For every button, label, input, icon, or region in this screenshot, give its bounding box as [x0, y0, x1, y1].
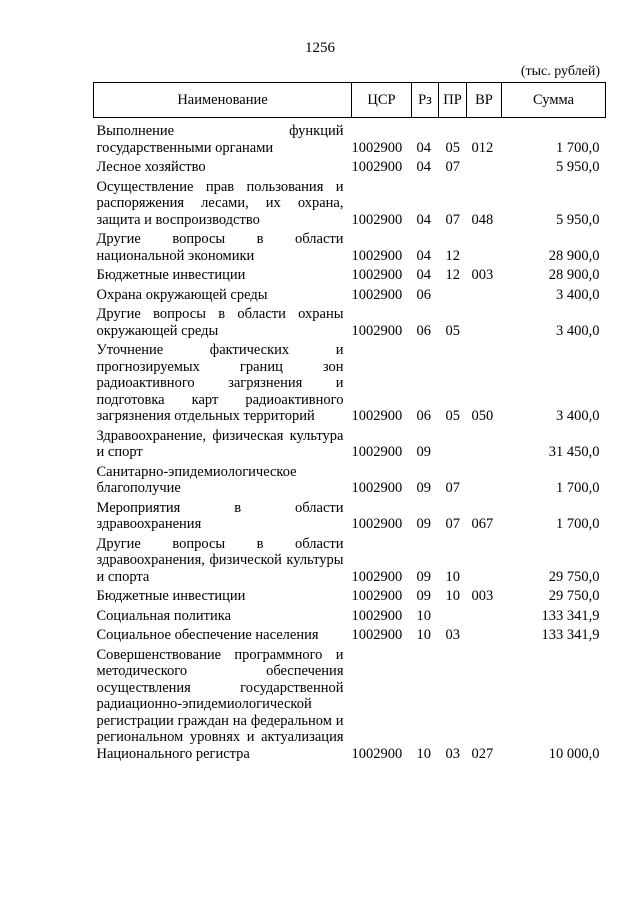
header-csr: ЦСР — [352, 83, 412, 118]
row-pr: 07 — [445, 159, 460, 175]
row-name: Бюджетные инвестиции — [96, 588, 246, 604]
row-vr: 067 — [471, 516, 494, 532]
row-csr: 1002900 — [351, 247, 403, 264]
budget-table — [93, 82, 606, 765]
row-name: Другие вопросы в области здравоохранения, физической культуры и спорта — [96, 535, 344, 585]
row-rz: 04 — [416, 159, 431, 175]
row-rz: 09 — [416, 444, 431, 460]
row-rz: 04 — [416, 267, 431, 283]
row-rz: 09 — [416, 480, 431, 496]
table-row — [94, 536, 606, 589]
table-row — [94, 118, 606, 160]
row-sum: 28 900,0 — [548, 247, 600, 264]
row-vr — [467, 464, 502, 500]
row-sum: 3 400,0 — [556, 408, 600, 424]
row-name: Социальное обеспечение населения — [96, 627, 319, 643]
row-vr — [467, 608, 502, 628]
row-name: Охрана окружающей среды — [96, 286, 268, 303]
row-vr — [467, 428, 502, 464]
header-rz: Рз — [412, 83, 439, 118]
row-sum: 5 950,0 — [556, 159, 600, 175]
table-row — [94, 287, 606, 307]
row-vr: 050 — [471, 408, 494, 424]
row-pr: 05 — [445, 322, 460, 339]
row-pr: 03 — [445, 627, 460, 643]
row-pr: 07 — [445, 480, 460, 496]
units-label: (тыс. рублей) — [520, 64, 600, 79]
row-csr: 1002900 — [351, 322, 403, 339]
row-vr: 003 — [471, 588, 494, 604]
row-vr — [467, 287, 502, 307]
table-header — [94, 83, 606, 118]
row-csr: 1002900 — [351, 588, 403, 604]
row-rz: 04 — [416, 211, 431, 228]
table-row — [94, 464, 606, 500]
table-row — [94, 428, 606, 464]
row-csr: 1002900 — [351, 286, 403, 303]
row-csr: 1002900 — [351, 408, 403, 424]
row-csr: 1002900 — [351, 211, 403, 228]
row-pr: 07 — [445, 211, 460, 228]
row-pr: 03 — [445, 745, 460, 762]
row-vr — [467, 536, 502, 589]
row-name: Уточнение фактических и прогнозируемых границ зон радиоактивного загрязнения и подготовка карт радиоактивного загрязнения отдельных территорий — [96, 342, 344, 424]
row-pr: 10 — [445, 588, 460, 604]
row-sum: 10 000,0 — [548, 745, 600, 762]
row-vr: 012 — [471, 139, 494, 156]
table-row — [94, 647, 606, 766]
row-sum: 1 700,0 — [556, 516, 600, 532]
row-pr — [439, 608, 467, 628]
row-sum: 133 341,9 — [541, 627, 600, 643]
row-vr — [467, 306, 502, 342]
table-row — [94, 608, 606, 628]
row-vr: 048 — [471, 211, 494, 228]
row-rz: 09 — [416, 568, 431, 585]
row-name: Бюджетные инвестиции — [96, 267, 246, 283]
row-rz: 04 — [416, 139, 431, 156]
row-name: Осуществление прав пользования и распоряжения лесами, их охрана, защита и воспроизводство — [96, 178, 344, 228]
row-rz: 06 — [416, 322, 431, 339]
page-number: 1256 — [305, 40, 335, 56]
row-sum: 29 750,0 — [548, 568, 600, 585]
row-pr: 12 — [445, 267, 460, 283]
row-csr: 1002900 — [351, 516, 403, 532]
row-csr: 1002900 — [351, 568, 403, 585]
row-sum: 1 700,0 — [556, 139, 600, 156]
row-sum: 31 450,0 — [548, 444, 600, 460]
row-csr: 1002900 — [351, 607, 403, 624]
table-row — [94, 306, 606, 342]
table-row — [94, 159, 606, 179]
table-row — [94, 500, 606, 536]
row-rz: 06 — [416, 408, 431, 424]
row-sum: 3 400,0 — [556, 322, 600, 339]
row-rz: 10 — [416, 607, 431, 624]
row-csr: 1002900 — [351, 745, 403, 762]
row-sum: 1 700,0 — [556, 480, 600, 496]
row-csr: 1002900 — [351, 480, 403, 496]
row-name: Мероприятия в области здравоохранения — [96, 499, 344, 532]
row-vr: 027 — [471, 745, 494, 762]
row-sum: 28 900,0 — [548, 267, 600, 283]
row-csr: 1002900 — [351, 444, 403, 460]
row-name: Другие вопросы в области охраны окружающей среды — [96, 306, 344, 339]
row-name: Санитарно-эпидемиологическое благополучие — [96, 463, 297, 496]
table-row — [94, 342, 606, 428]
row-vr — [467, 627, 502, 647]
row-pr: 05 — [445, 139, 460, 156]
row-vr — [467, 231, 502, 267]
row-rz: 06 — [416, 286, 431, 303]
row-rz: 10 — [416, 745, 431, 762]
row-csr: 1002900 — [351, 627, 403, 643]
header-vr: ВР — [467, 83, 502, 118]
table-row — [94, 627, 606, 647]
row-vr: 003 — [471, 267, 494, 283]
row-rz: 09 — [416, 516, 431, 532]
row-name: Выполнение функций государственными органами — [96, 123, 344, 156]
row-pr — [439, 287, 467, 307]
row-vr — [467, 159, 502, 179]
row-csr: 1002900 — [351, 267, 403, 283]
table-row — [94, 179, 606, 232]
row-name: Здравоохранение, физическая культура и спорт — [96, 427, 344, 460]
row-sum: 29 750,0 — [548, 588, 600, 604]
row-rz: 04 — [416, 247, 431, 264]
row-csr: 1002900 — [351, 159, 403, 175]
table-row — [94, 231, 606, 267]
header-pr: ПР — [439, 83, 467, 118]
row-sum: 5 950,0 — [556, 211, 600, 228]
row-name: Социальная политика — [96, 607, 232, 624]
header-sum: Сумма — [502, 83, 606, 118]
row-rz: 09 — [416, 588, 431, 604]
row-name: Лесное хозяйство — [96, 159, 206, 175]
row-rz: 10 — [416, 627, 431, 643]
row-name: Другие вопросы в области национальной экономики — [96, 231, 344, 264]
header-name: Наименование — [94, 83, 352, 118]
row-pr: 12 — [445, 247, 460, 264]
row-sum: 3 400,0 — [556, 286, 600, 303]
row-name: Совершенствование программного и методического обеспечения осуществления государственной радиационно-эпидемиологической регистрации граждан на федеральном и региональном уровнях и актуализация Национального регистра — [96, 646, 344, 762]
row-sum: 133 341,9 — [541, 607, 600, 624]
row-csr: 1002900 — [351, 139, 403, 156]
row-pr: 05 — [445, 408, 460, 424]
row-pr: 10 — [445, 568, 460, 585]
table-body — [94, 118, 606, 766]
row-pr: 07 — [445, 516, 460, 532]
table-row — [94, 267, 606, 287]
row-pr — [439, 428, 467, 464]
table-row — [94, 588, 606, 608]
